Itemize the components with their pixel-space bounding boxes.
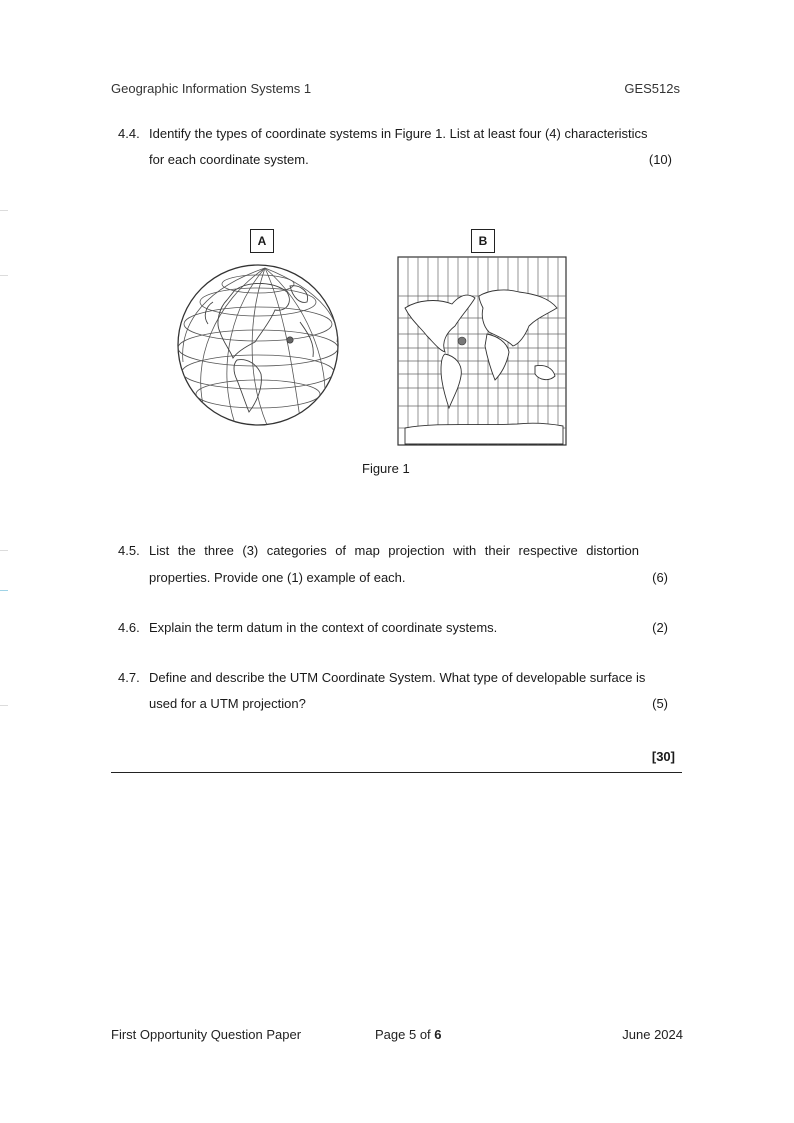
scan-mark <box>0 210 8 211</box>
globe-orthographic-illustration <box>175 262 341 428</box>
course-title: Geographic Information Systems 1 <box>111 81 312 96</box>
course-code: GES512s <box>624 81 680 96</box>
footer-paper-title: First Opportunity Question Paper <box>111 1027 302 1042</box>
question-marks: (10) <box>648 152 672 167</box>
question-number: 4.6. <box>118 620 140 635</box>
figure-caption: Figure 1 <box>362 461 410 476</box>
question-text-line: properties. Provide one (1) example of each. <box>149 570 406 585</box>
scan-mark <box>0 590 8 591</box>
footer-date: June 2024 <box>622 1027 683 1042</box>
question-marks: (5) <box>652 696 668 711</box>
footer-page-prefix: Page 5 of <box>375 1027 435 1042</box>
question-text-line: List the three (3) categories of map projection with their respective distortion <box>149 543 639 558</box>
question-number: 4.5. <box>118 543 140 558</box>
question-text-line: Explain the term datum in the context of coordinate systems. <box>149 620 498 635</box>
scan-mark <box>0 275 8 276</box>
scan-mark <box>0 705 8 706</box>
figure-label-a: A <box>250 229 274 253</box>
question-number: 4.4. <box>118 126 140 141</box>
question-text-line: for each coordinate system. <box>149 152 309 167</box>
footer-page-number <box>375 1027 442 1042</box>
mercator-map-illustration <box>397 256 567 446</box>
footer-page-total: 6 <box>434 1027 442 1042</box>
question-text-line: Identify the types of coordinate systems in Figure 1. List at least four (4) characteristics <box>149 126 648 141</box>
question-marks: (2) <box>652 620 668 635</box>
total-marks: [30] <box>651 749 675 764</box>
question-marks: (6) <box>652 570 668 585</box>
question-text-line: used for a UTM projection? <box>149 696 306 711</box>
question-number: 4.7. <box>118 670 140 685</box>
question-text-line: Define and describe the UTM Coordinate System. What type of developable surface is <box>149 670 646 685</box>
figure-label-b: B <box>471 229 495 253</box>
section-divider <box>111 772 682 773</box>
scan-mark <box>0 550 8 551</box>
